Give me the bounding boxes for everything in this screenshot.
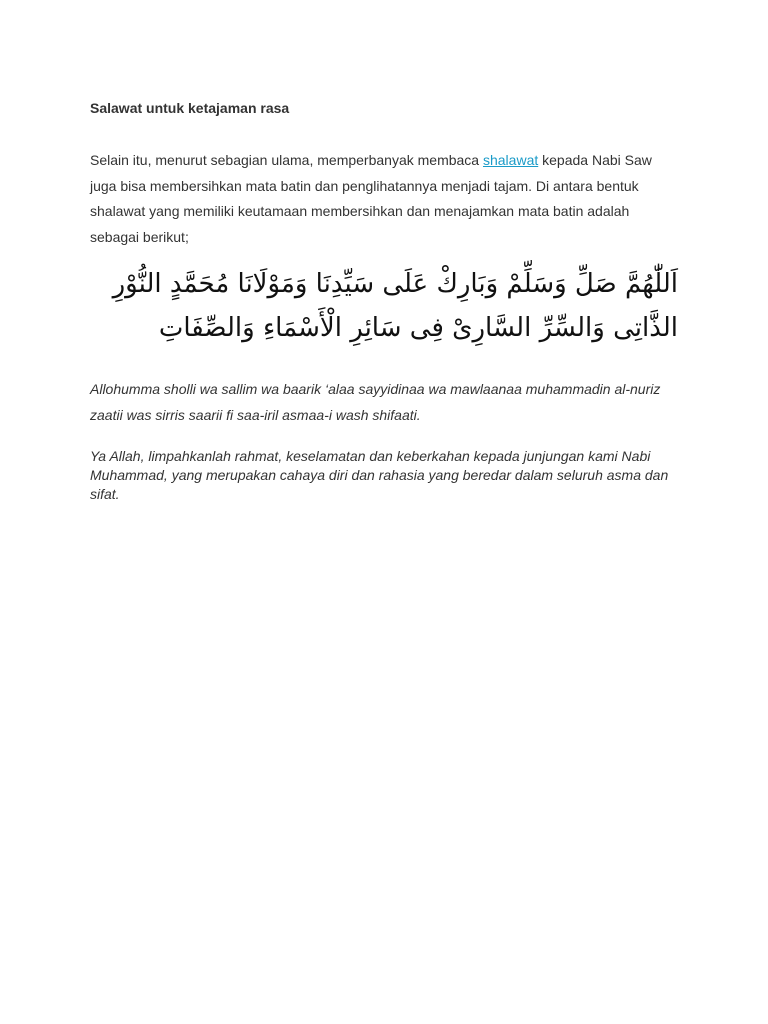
section-heading: Salawat untuk ketajaman rasa <box>90 100 290 116</box>
transliteration-paragraph: Allohumma sholli wa sallim wa baarik ‘alaa sayyidinaa wa mawlaanaa muhammadin al-nuriz zaatii was sirris saarii fi saa-iril asmaa-i wash shifaati. <box>90 381 661 423</box>
intro-paragraph <box>90 148 680 250</box>
intro-text-after-link: kepada Nabi Saw juga bisa membersihkan mata batin dan penglihatannya menjadi tajam. Di antara bentuk shalawat yang memiliki keutamaan membersihkan dan menajamkan mata batin adalah sebagai berikut; <box>90 152 652 245</box>
arabic-line-1: اَللّٰهُمَّ صَلِّ وَسَلِّمْ وَبَارِكْ عَلَى سَيِّدِنَا وَمَوْلَانَا مُحَمَّدٍ النُّوْرِ <box>112 269 678 299</box>
intro-text-before-link: Selain itu, menurut sebagian ulama, memperbanyak membaca <box>90 152 483 168</box>
shalawat-link[interactable]: shalawat <box>482 152 539 168</box>
arabic-prayer <box>88 262 678 350</box>
translation-paragraph: Ya Allah, limpahkanlah rahmat, keselamatan dan keberkahan kepada junjungan kami Nabi Muhammad, yang merupakan cahaya diri dan rahasia yang beredar dalam seluruh asma dan sifat. <box>90 448 669 502</box>
arabic-line-2: الذَّاتِى وَالسِّرِّ السَّارِىْ فِى سَائِرِ الْأَسْمَاءِ وَالصِّفَاتِ <box>158 313 678 343</box>
